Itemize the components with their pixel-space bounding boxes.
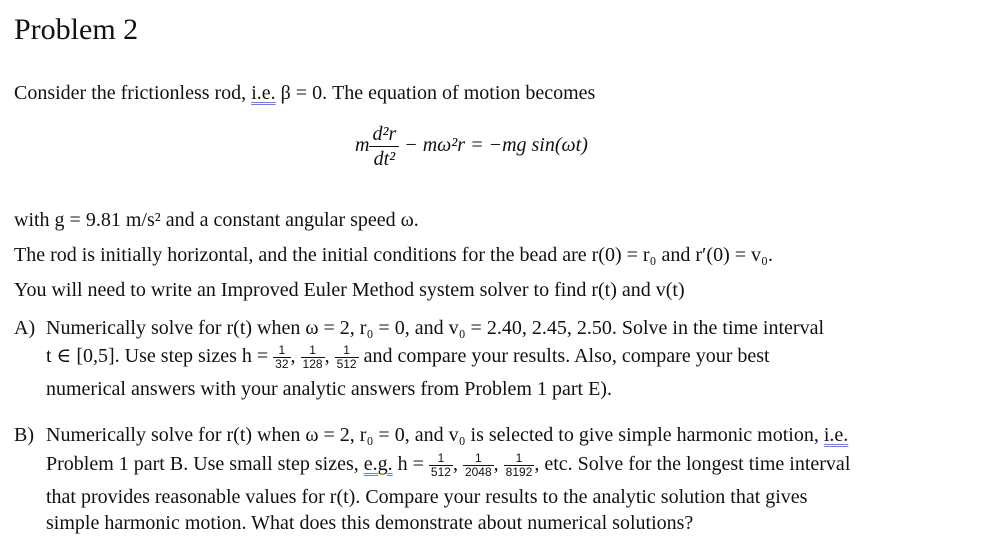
with-line: with g = 9.81 m/s² and a constant angular speed ω. [14,209,419,231]
part-b-text-2c: etc. Solve for the longest time interval [539,453,851,475]
part-b-text-2b: h = [392,453,429,475]
derivative-numerator: d²r [369,122,399,147]
step-fraction-1-128 [301,344,325,371]
rod-conditions-line: The rod is initially horizontal, and the initial conditions for the bead are r(0) = r₀ and r′(0) = v₀. [14,244,773,266]
part-a-line-3: numerical answers with your analytic answers from Problem 1 part E). [46,378,612,400]
ie-abbrev-b: i.e. [823,424,849,446]
derivative-denominator: dt² [373,148,396,170]
frac-num: 1 [463,452,494,466]
intro-text-1: Consider the frictionless rod, [14,82,252,104]
frac-den: 512 [430,464,451,479]
ie-abbrev: i.e. [251,82,276,104]
frac-num: 1 [273,344,290,358]
intro-line [14,80,595,106]
equation-of-motion [355,122,588,171]
part-b-line-2: Problem 1 part B. Use small step sizes, e.g. h = $\frac{1}{512}$ , $\frac{1}{2048}$ , $\frac{1}{8192}$ , etc. Solve for the longest time interval [46,450,851,479]
part-a-line-2: t ∈ [0,5]. Use step sizes h = $\frac{1}{32}$ , $\frac{1}{128}$ , $\frac{1}{512}$ and compare your results. Also, compare your best [46,342,770,371]
part-a-text-2a: t ∈ [0,5]. Use step sizes h = [46,345,274,367]
frac-num: 1 [504,452,535,466]
page-title: Problem 2 [14,13,139,46]
step-fraction-1-8192 [504,452,535,479]
part-b-line-4: simple harmonic motion. What does this demonstrate about numerical solutions? [46,512,694,534]
part-a-label: A) [14,317,36,339]
step-fraction-1-512 [335,344,359,371]
step-fraction-1-32 [273,344,290,371]
step-fraction-1-512 [429,452,453,479]
part-a-line-1 [14,315,824,341]
part-b-line-3: that provides reasonable values for r(t). Compare your results to the analytic solution that gives [46,486,808,508]
frac-num: 1 [335,344,359,358]
frac-den: 2048 [464,464,492,479]
part-a-text-2b: and compare your results. Also, compare your best [358,345,770,367]
equation-mass: m [355,134,370,157]
part-a-text-1: Numerically solve for r(t) when ω = 2, r₀ = 0, and v₀ = 2.40, 2.45, 2.50. Solve in the time interval [46,317,825,339]
part-b-line-1 [14,422,848,448]
part-b-text-1: Numerically solve for r(t) when ω = 2, r₀ = 0, and v₀ is selected to give simple harmonic motion, [46,424,824,446]
frac-num: 1 [301,344,325,358]
frac-den: 32 [275,356,289,371]
equation-rest: − mω²r = −mg sin(ωt) [399,134,588,157]
part-b-text-2a: Problem 1 part B. Use small step sizes, [46,453,364,475]
step-fraction-1-2048 [463,452,494,479]
intro-text-2: β = 0. The equation of motion becomes [275,82,596,104]
solver-line: You will need to write an Improved Euler Method system solver to find r(t) and v(t) [14,279,685,301]
frac-den: 128 [302,356,323,371]
frac-den: 8192 [505,464,533,479]
second-derivative-fraction [369,122,399,171]
eg-abbrev: e.g. [363,453,393,475]
frac-den: 512 [336,356,357,371]
part-b-label: B) [14,424,34,446]
frac-num: 1 [429,452,453,466]
